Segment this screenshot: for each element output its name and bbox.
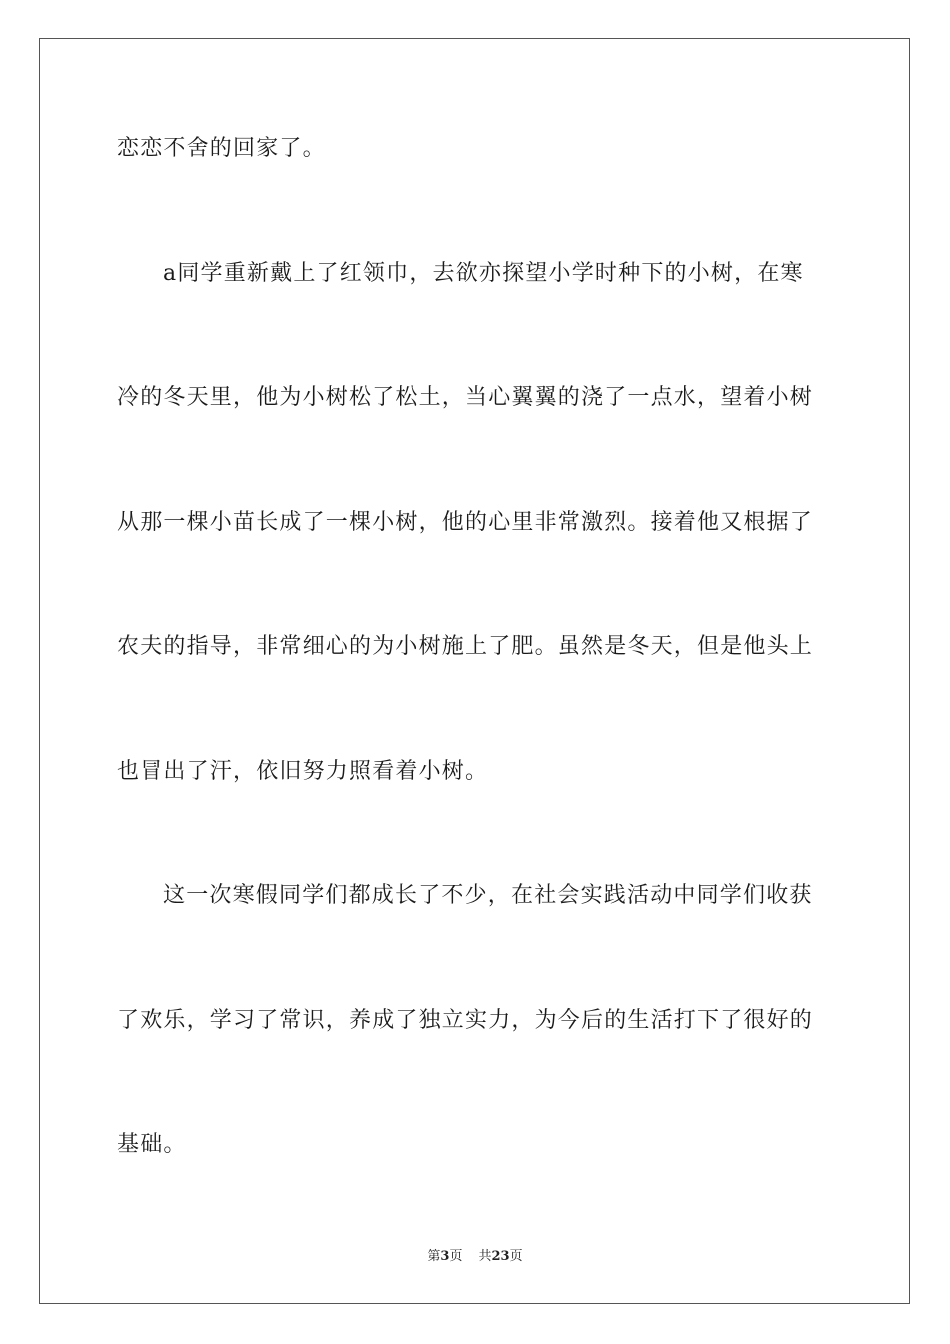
total-prefix: 共 (478, 1249, 492, 1264)
text-line-4: 从那一棵小苗长成了一棵小树，他的心里非常激烈。接着他又根据了 (117, 510, 814, 535)
text-line-9: 基础。 (117, 1132, 187, 1157)
text-line-7-paragraph-start: 这一次寒假同学们都成长了不少，在社会实践活动中同学们收获 (163, 883, 813, 908)
total-page-count: 23 (491, 1249, 510, 1264)
text-line-1: 恋恋不舍的回家了。 (117, 136, 326, 161)
text-line-5: 农夫的指导，非常细心的为小树施上了肥。虽然是冬天，但是他头上 (117, 634, 814, 659)
text-line-2-paragraph-start: a同学重新戴上了红领巾，去欲亦探望小学时种下的小树，在寒 (163, 261, 804, 286)
current-page-number: 3 (440, 1249, 450, 1264)
page-border (39, 38, 910, 1304)
text-line-3: 冷的冬天里，他为小树松了松土，当心翼翼的浇了一点水，望着小树 (117, 385, 814, 410)
total-suffix: 页 (509, 1249, 523, 1264)
page-suffix: 页 (449, 1249, 463, 1264)
text-line-8: 了欢乐，学习了常识，养成了独立实力，为今后的生活打下了很好的 (117, 1008, 814, 1033)
page-footer (0, 1248, 950, 1266)
page-prefix: 第 (427, 1249, 441, 1264)
text-line-6: 也冒出了汗，依旧努力照看着小树。 (117, 759, 489, 784)
